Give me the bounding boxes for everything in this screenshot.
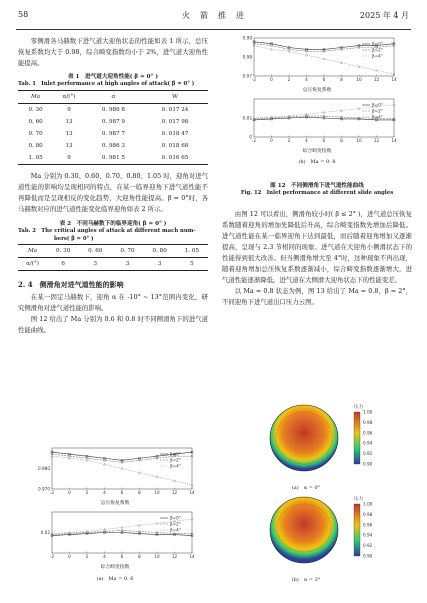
figure12-caption-en: Fig. 12 Inlet performance at different slide angles <box>240 190 394 196</box>
table1-cell: 9 <box>67 106 71 113</box>
table1-header: α/(°) <box>62 93 76 100</box>
x-tick-label: 10 <box>356 138 362 143</box>
table1-cell: 0. 987 9 <box>101 118 125 125</box>
y-tick-label: 0.98 <box>242 54 252 60</box>
figure-12b-caption: (b) Ma = 0. 8 <box>298 159 336 165</box>
table2-cell: 1. 05 <box>184 248 199 255</box>
x-tick-label: 0 <box>270 138 273 143</box>
figure-13a-caption: (a) α = 0° <box>291 485 321 491</box>
colorbar-tick: 0.90 <box>363 553 373 559</box>
data-point <box>156 522 158 524</box>
series-line <box>52 533 192 536</box>
x-tick-label: 12 <box>373 77 380 82</box>
colorbar-tick: 0.94 <box>363 532 373 538</box>
x-tick-label: -2 <box>49 490 55 495</box>
legend-entry: β=4° <box>170 463 181 469</box>
table2-title-en-2: bers( β = 0° ) <box>54 235 94 242</box>
colorbar-tick: 0.92 <box>363 451 373 457</box>
table1-cell: 0. 018 68 <box>161 142 189 149</box>
table2-cell: 6 <box>61 261 65 268</box>
figure-13b-caption: (b) α = 3° <box>291 577 321 583</box>
chart-ma08-recovery <box>232 34 402 86</box>
table2-cell: 5 <box>190 261 194 268</box>
table1-cell: 9 <box>67 154 71 161</box>
table1-cell: 0. 987 7 <box>101 130 125 137</box>
legend-entry: β=4° <box>372 114 383 120</box>
x-tick-label: 10 <box>356 77 362 82</box>
table1-cell: 0. 986 8 <box>101 106 125 113</box>
x-tick-label: 6 <box>322 138 326 143</box>
legend-entry: β=0° <box>372 41 383 47</box>
legend-entry: β=4° <box>372 53 383 59</box>
chart-ma08-distortion-xlabel: 综合畸变指数 <box>302 149 332 154</box>
x-tick-label: 2 <box>85 554 89 559</box>
table1-cell: 0. 986 3 <box>101 142 125 149</box>
section-heading: 2. 4 侧滑角对进气道性能的影响 <box>18 280 124 290</box>
y-tick-label: 0.02 <box>40 530 50 535</box>
data-point <box>138 524 140 526</box>
y-tick-label: 0.980 <box>38 466 50 471</box>
legend-entry: β=2° <box>170 521 181 527</box>
colorbar <box>354 504 360 556</box>
chart-ma06-recovery <box>30 444 200 499</box>
x-tick-label: -2 <box>49 554 55 559</box>
x-tick-label: 14 <box>189 554 195 559</box>
chart-ma06-distortion <box>30 508 200 563</box>
data-point <box>323 58 325 60</box>
x-tick-label: 8 <box>340 77 343 82</box>
table-row <box>18 116 208 128</box>
x-tick-label: 0 <box>270 77 273 82</box>
table2-cell: 3 <box>125 261 130 268</box>
table1-cell: 13 <box>65 118 73 125</box>
colorbar <box>354 412 360 464</box>
data-point <box>103 463 105 465</box>
figure-13a <box>258 400 398 491</box>
header-rule <box>16 29 411 30</box>
legend-entry: β=0° <box>170 515 181 521</box>
table1-cell: 0. 30 <box>28 106 43 113</box>
data-point <box>121 467 123 469</box>
table2-cell: 0. 60 <box>88 248 103 255</box>
data-point <box>173 480 175 482</box>
figure12-caption-cn: 图 12 不同侧滑角下进气道性能曲线 <box>270 183 364 189</box>
colorbar-tick: 0.96 <box>363 430 373 436</box>
table2-cell: α/(°) <box>26 261 39 268</box>
data-point <box>305 54 307 56</box>
table1-cell: 1. 05 <box>28 154 43 161</box>
y-tick-label: 0.99 <box>242 35 252 41</box>
x-tick-label: 6 <box>120 554 124 559</box>
x-tick-label: 8 <box>138 554 141 559</box>
legend-entry: β=2° <box>372 108 383 114</box>
x-tick-label: 4 <box>103 554 106 559</box>
table1-cell: 0. 017 24 <box>161 106 189 113</box>
paragraph-3: 在某一固定马赫数下，迎角 α 在 -10° ~ 13°范围内变化，研究侧滑角对进气道性能的影响。 <box>18 293 208 313</box>
table1-title-cn: 表 1 进气道大迎角性能( β = 0° ) <box>68 74 158 81</box>
data-point <box>86 459 88 461</box>
x-tick-label: 0 <box>68 554 71 559</box>
right-column <box>222 182 412 308</box>
figure-12b <box>232 34 402 165</box>
table2-title-en-1: Tab. 2 The critical angles of attack at different mach num- <box>18 228 196 235</box>
x-tick-label: 12 <box>171 490 178 495</box>
colorbar-tick: 1.00 <box>363 409 373 415</box>
legend-entry: β=0° <box>170 451 181 457</box>
table2-cell: 3 <box>157 261 162 268</box>
legend-title: 压力 <box>354 497 364 502</box>
table1-cell: 0. 981 5 <box>101 154 125 161</box>
paragraph-6: 以 Ma = 0.8 状态为例，图 13 给出了 Ma = 0.8，β = 2°，不同迎角下进气道出口压力云图。 <box>222 287 412 307</box>
x-tick-label: 8 <box>340 138 343 143</box>
paragraph-1: 零侧滑各马赫数下进气道大迎角状态的性能如表 1 所示，总压恢复系数均大于 0.98，综合畸变指数均小于 2%，进气道大迎角性能提高。 <box>18 37 208 68</box>
table1-cell: 0. 017 98 <box>161 118 189 125</box>
x-tick-label: 14 <box>391 77 397 82</box>
table2-cell: 0. 80 <box>152 248 167 255</box>
table1-cell: 0. 80 <box>28 142 43 149</box>
table-row <box>18 152 208 165</box>
x-tick-label: -2 <box>251 138 257 143</box>
chart-ma06-recovery-xlabel: 总压恢复系数 <box>100 501 130 506</box>
x-tick-label: -2 <box>251 77 257 82</box>
paragraph-5: 由图 12 可以看出，侧滑角较小时( β ≤ 2° )，进气道总压恢复系数随着迎角的增加先降低后升高，综合畸变指数先增加后降低。进气道性能在某一临界迎角下达到最低，而后随着迎角增加又逐渐提高，呈现与 2.3 节相同的现象。进气道在大迎角小侧滑状态下的性能得到很大改善。但当侧滑角增大至 4°时，这种现象不再出现，随着迎角增加总压恢复系数逐渐减小，综合畸变指数逐渐增大，进气道性能逐渐降低。进气道在大侧滑大迎角状态下的性能变差。 <box>222 209 412 285</box>
x-tick-label: 12 <box>171 554 178 559</box>
x-tick-label: 4 <box>305 77 308 82</box>
table-row <box>18 103 208 116</box>
table-row <box>18 140 208 152</box>
x-tick-label: 14 <box>391 138 397 143</box>
legend-entry: β=2° <box>170 457 181 463</box>
table2-cell: 0. 70 <box>120 248 135 255</box>
data-point <box>270 48 272 50</box>
contour-disc <box>270 405 338 471</box>
left-column <box>18 36 208 337</box>
table1-cell: 13 <box>65 142 73 149</box>
table1-header: W <box>172 93 178 100</box>
chart-ma08-distortion <box>232 95 402 147</box>
table1-header: σ <box>111 93 116 100</box>
data-point <box>358 107 360 109</box>
colorbar-tick: 0.96 <box>363 522 373 528</box>
table1-cell: 13 <box>65 130 73 137</box>
x-tick-label: 6 <box>120 490 124 495</box>
table-row <box>18 128 208 140</box>
y-tick-label: 0.97 <box>242 73 252 79</box>
table1-title-en: Tab. 1 Inlet performance at high angles of attack( β = 0° ) <box>18 81 195 88</box>
chart-ma06-distortion-xlabel: 综合畸变指数 <box>100 565 130 570</box>
x-tick-label: 8 <box>138 490 141 495</box>
colorbar-tick: 0.92 <box>363 543 373 549</box>
contour-disc <box>270 497 338 563</box>
contour-alpha3 <box>258 492 398 572</box>
table1-cell: 0. 60 <box>28 118 43 125</box>
data-point <box>288 50 290 52</box>
x-tick-label: 6 <box>322 77 326 82</box>
legend-entry: β=2° <box>372 47 383 53</box>
x-tick-label: 10 <box>154 490 160 495</box>
x-tick-label: 4 <box>305 138 308 143</box>
table2-title-cn: 表 2 不同马赫数下的临界迎角( β = 0° ) <box>59 221 167 228</box>
contour-alpha0 <box>258 400 398 480</box>
y-tick-label: 0.02 <box>242 115 252 121</box>
figure-12a <box>30 444 200 582</box>
x-tick-label: 12 <box>373 138 380 143</box>
table2-cell: 0. 30 <box>55 248 71 255</box>
legend-title: 压力 <box>354 405 364 410</box>
page-number: 58 <box>18 10 29 19</box>
x-tick-label: 0 <box>68 490 71 495</box>
x-tick-label: 14 <box>189 490 195 495</box>
x-tick-label: 10 <box>154 554 160 559</box>
table1-cell: 0. 018 47 <box>161 130 189 137</box>
table1-header: Ma <box>31 93 41 100</box>
colorbar-tick: 0.98 <box>363 419 373 425</box>
legend-entry: β=0° <box>372 102 383 108</box>
issue-date: 2025 年 4 月 <box>359 11 409 20</box>
figure-13b <box>258 492 398 583</box>
data-point <box>340 62 342 64</box>
paragraph-4: 图 12 给出了 Ma 分别为 0.6 和 0.8 时不同侧滑角下的进气道性能曲线。 <box>18 315 208 335</box>
data-point <box>375 69 377 71</box>
x-tick-label: 4 <box>103 490 106 495</box>
x-tick-label: 2 <box>287 138 291 143</box>
data-point <box>340 109 342 111</box>
x-tick-label: 2 <box>85 490 89 495</box>
data-point <box>358 65 360 67</box>
colorbar-tick: 0.98 <box>363 511 373 517</box>
chart-ma08-recovery-xlabel: 总压恢复系数 <box>302 88 332 93</box>
legend-entry: β=4° <box>170 527 181 533</box>
table1-cell: 0. 016 65 <box>161 154 189 161</box>
table2-cell: 3 <box>93 261 98 268</box>
table2-cell: Ma <box>27 248 38 255</box>
colorbar-tick: 0.90 <box>363 461 373 467</box>
colorbar-tick: 0.94 <box>363 440 373 446</box>
table-1 <box>18 90 208 165</box>
table1-cell: 0. 70 <box>28 130 43 137</box>
data-point <box>156 476 158 478</box>
y-tick-label: 0.970 <box>38 486 50 492</box>
paragraph-2: Ma 分别为 0.30、0.60、0.70、0.80、1.05 时，迎角对进气道性能的影响均呈现相同的特点，在某一临界迎角下进气道性能不再降低而是呈现相反的变化趋势，大迎角性能提高。β = 0°时，各马赫数对应的进气道性能变化临界迎角如表 2 所示。 <box>18 171 208 214</box>
journal-title: 火 箭 推 进 <box>182 11 245 20</box>
x-tick-label: 2 <box>287 77 291 82</box>
data-point <box>138 471 140 473</box>
y-tick-label: 0 <box>249 134 252 140</box>
figure-12a-caption: (a) Ma = 0. 6 <box>96 576 134 582</box>
data-point <box>68 457 70 459</box>
colorbar-tick: 1.00 <box>363 501 373 507</box>
table-2 <box>18 244 208 271</box>
